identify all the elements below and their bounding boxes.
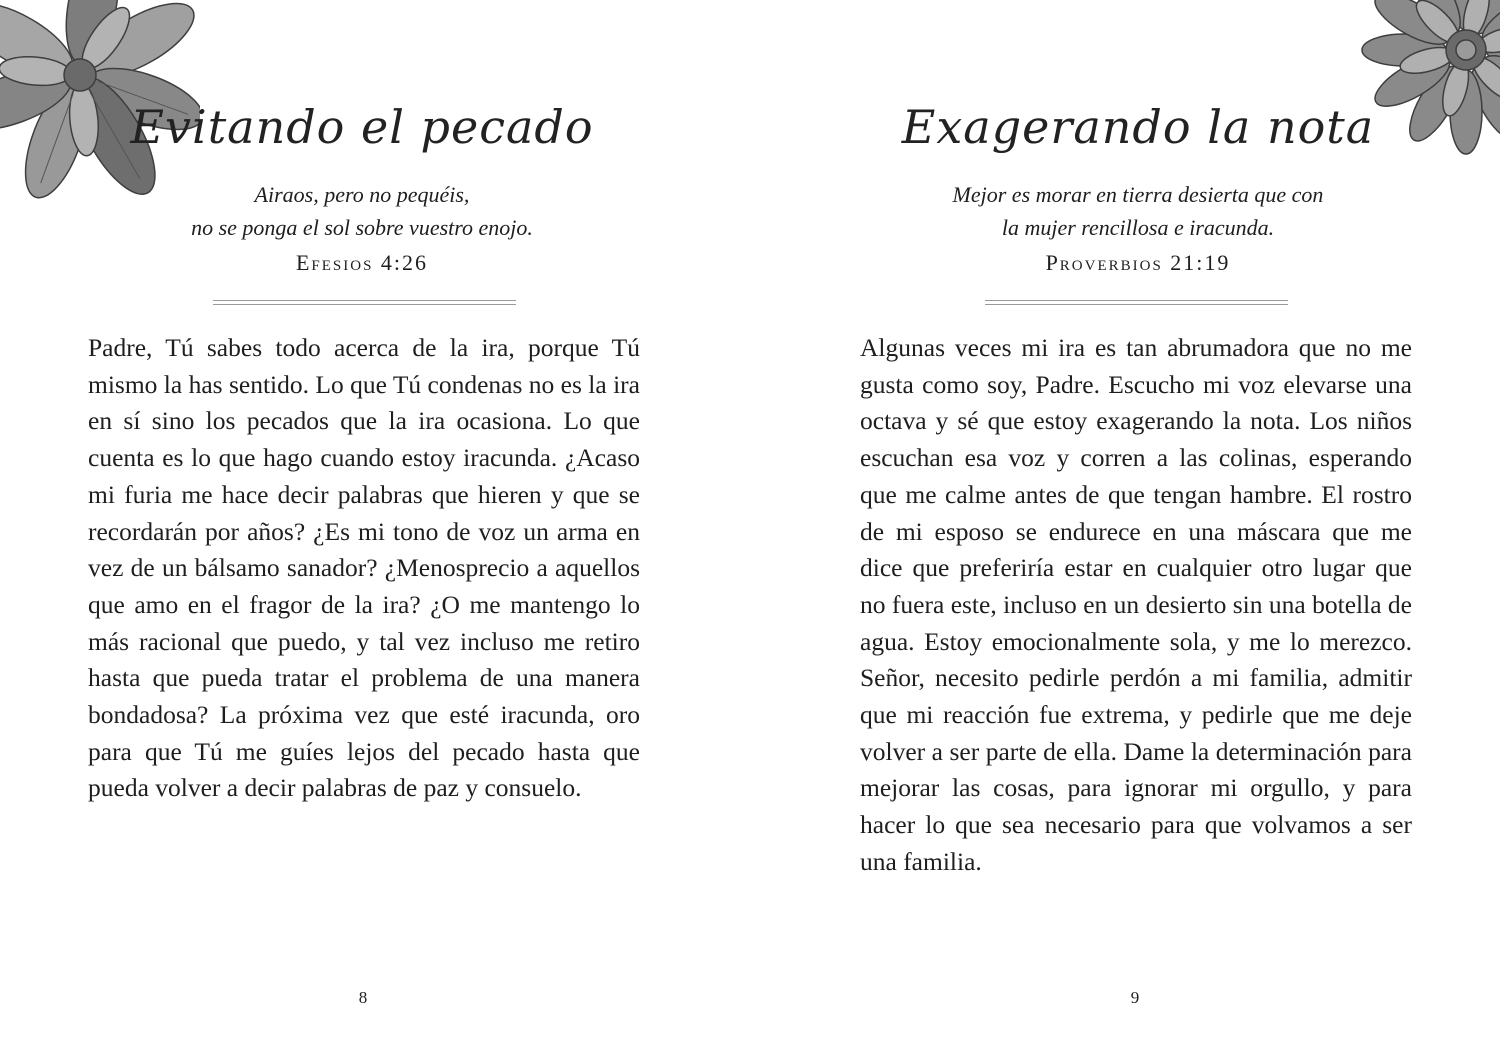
page-number: 8 (358, 988, 368, 1007)
verse-line: no se ponga el sol sobre vuestro enojo. (191, 215, 533, 240)
page-title: Exagerando la nota (901, 100, 1375, 154)
verse-block (0, 178, 737, 281)
divider (213, 300, 516, 305)
verse-reference: Efesios 4:26 (295, 250, 429, 275)
page-number: 9 (1130, 988, 1140, 1007)
page-title: Evitando el pecado (130, 100, 594, 154)
divider (985, 300, 1288, 305)
right-page (750, 0, 1500, 1059)
verse-line: Airaos, pero no pequéis, (254, 182, 470, 207)
body-paragraph: Padre, Tú sabes todo acerca de la ira, porque Tú mismo la has sentido. Lo que Tú condenas no es la ira en sí sino los pecados que la ira ocasiona. Lo que cuenta es lo que hago cuando estoy iracunda. ¿Acaso mi furia me hace decir palabras que hieren y que se recordarán por años? ¿Es mi tono de voz un arma en vez de un bálsamo sanador? ¿Menosprecio a aquellos que amo en el fragor de la ira? ¿O me mantengo lo más racional que puedo, y tal vez incluso me retiro hasta que pueda tratar el problema de una manera bondadosa? La próxima vez que esté iracunda, oro para que Tú me guíes lejos del pecado hasta que pueda volver a decir palabras de paz y consuelo. (88, 333, 640, 803)
verse-reference: Proverbios 21:19 (1045, 250, 1231, 275)
verse-block (763, 178, 1500, 281)
verse-line: Mejor es morar en tierra desierta que con (952, 182, 1324, 207)
body-paragraph: Algunas veces mi ira es tan abrumadora que no me gusta como soy, Padre. Escucho mi voz elevarse una octava y sé que estoy exagerando la nota. Los niños escuchan esa voz y corren a las colinas, esperando que me calme antes de que tengan hambre. El rostro de mi esposo se endurece en una máscara que me dice que preferiría estar en cualquier otro lugar que no fuera este, incluso en un desierto sin una botella de agua. Estoy emocionalmente sola, y me lo merezco. Señor, necesito pedirle perdón a mi familia, admitir que mi reacción fue extrema, y pedirle que me deje volver a ser parte de ella. Dame la determinación para mejorar las cosas, para ignorar mi orgullo, y para hacer lo que sea necesario para que volvamos a ser una familia. (860, 333, 1412, 876)
verse-line: la mujer rencillosa e iracunda. (1001, 215, 1275, 240)
